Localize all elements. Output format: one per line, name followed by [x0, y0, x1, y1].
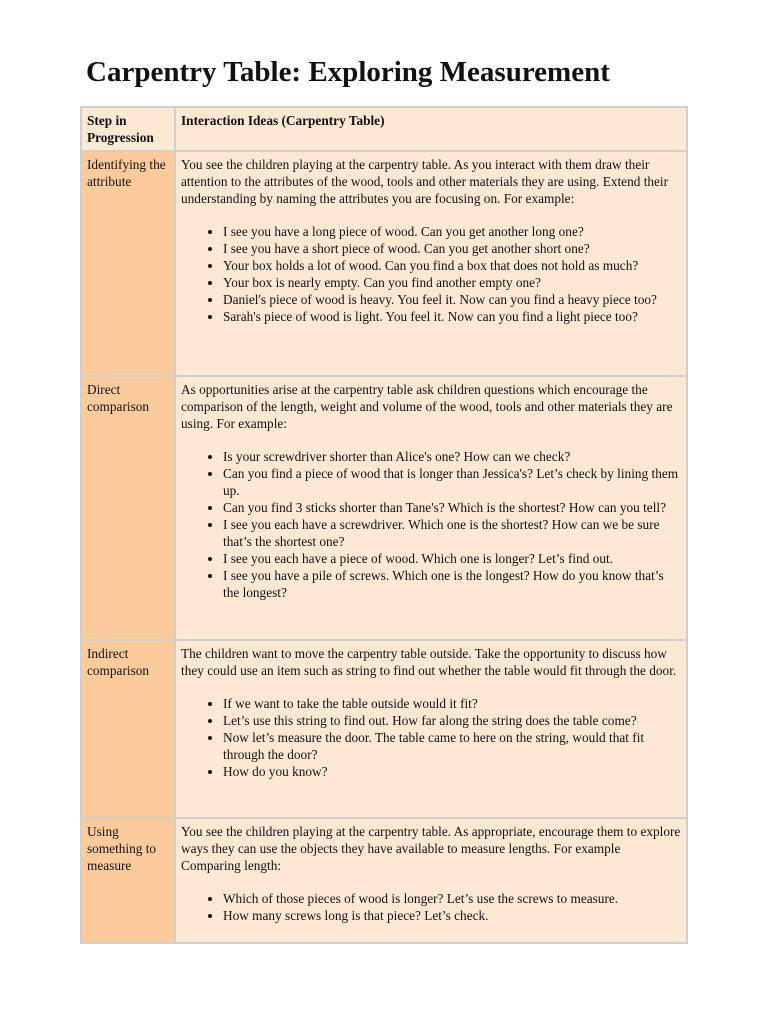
list-item: • Can you find a piece of wood that is longer than Jessica's? Let’s check by lining them up.	[223, 465, 681, 499]
list-item: • Now let’s measure the door. The table came to here on the string, would that fit through the door?	[223, 729, 681, 763]
table-header-row	[81, 107, 687, 151]
list-item: • I see you have a long piece of wood. Can you get another long one?	[223, 223, 681, 240]
table-row	[81, 640, 687, 818]
list-item: • I see you each have a piece of wood. Which one is longer? Let’s find out.	[223, 550, 681, 567]
list-item: • How do you know?	[223, 763, 681, 780]
page-title: Carpentry Table: Exploring Measurement	[86, 56, 610, 88]
list-item: • How many screws long is that piece? Let’s check.	[223, 907, 681, 924]
table-row	[81, 151, 687, 376]
list-item: • If we want to take the table outside would it fit?	[223, 695, 681, 712]
ideas-cell	[175, 151, 687, 376]
list-item: • Is your screwdriver shorter than Alice's one? How can we check?	[223, 448, 681, 465]
ideas-subheading: Comparing length:	[181, 858, 282, 873]
ideas-intro: As opportunities arise at the carpentry table ask children questions which encourage the comparison of the length, weight and volume of the wood, tools and other materials they are using. For example:	[181, 382, 673, 431]
step-label: Identifying the attribute	[81, 151, 175, 376]
step-label: Direct comparison	[81, 376, 175, 640]
list-item: • Which of those pieces of wood is longer? Let’s use the screws to measure.	[223, 890, 681, 907]
step-label: Indirect comparison	[81, 640, 175, 818]
ideas-intro: The children want to move the carpentry table outside. Take the opportunity to discuss how they could use an item such as string to find out whether the table would fit through the door.	[181, 646, 677, 678]
ideas-cell	[175, 376, 687, 640]
header-ideas: Interaction Ideas (Carpentry Table)	[175, 107, 687, 151]
table-row	[81, 376, 687, 640]
list-item: • I see you have a pile of screws. Which one is the longest? How do you know that’s the longest?	[223, 567, 681, 601]
list-item: • I see you have a short piece of wood. Can you get another short one?	[223, 240, 681, 257]
table-row	[81, 818, 687, 943]
list-item: • Your box is nearly empty. Can you find another empty one?	[223, 274, 681, 291]
ideas-cell	[175, 640, 687, 818]
list-item: • I see you each have a screwdriver. Which one is the shortest? How can we be sure that’s the shortest one?	[223, 516, 681, 550]
list-item: • Daniel's piece of wood is heavy. You feel it. Now can you find a heavy piece too?	[223, 291, 681, 308]
ideas-list	[181, 223, 681, 325]
list-item: • Can you find 3 sticks shorter than Tane's? Which is the shortest? How can you tell?	[223, 499, 681, 516]
list-item: • Sarah's piece of wood is light. You feel it. Now can you find a light piece too?	[223, 308, 681, 325]
ideas-intro: You see the children playing at the carpentry table. As you interact with them draw their attention to the attributes of the wood, tools and other materials they are using. Extend their understanding by naming the attributes you are focusing on. For example:	[181, 157, 669, 206]
list-item: • Your box holds a lot of wood. Can you find a box that does not hold as much?	[223, 257, 681, 274]
header-step: Step in Progression	[81, 107, 175, 151]
ideas-list	[181, 695, 681, 780]
ideas-intro: You see the children playing at the carpentry table. As appropriate, encourage them to explore ways they can use the objects they have available to measure lengths. For example	[181, 824, 681, 856]
ideas-list	[181, 448, 681, 601]
list-item: • Let’s use this string to find out. How far along the string does the table come?	[223, 712, 681, 729]
ideas-cell	[175, 818, 687, 943]
interaction-table	[80, 106, 688, 944]
step-label: Using something to measure	[81, 818, 175, 943]
ideas-list	[181, 890, 681, 924]
